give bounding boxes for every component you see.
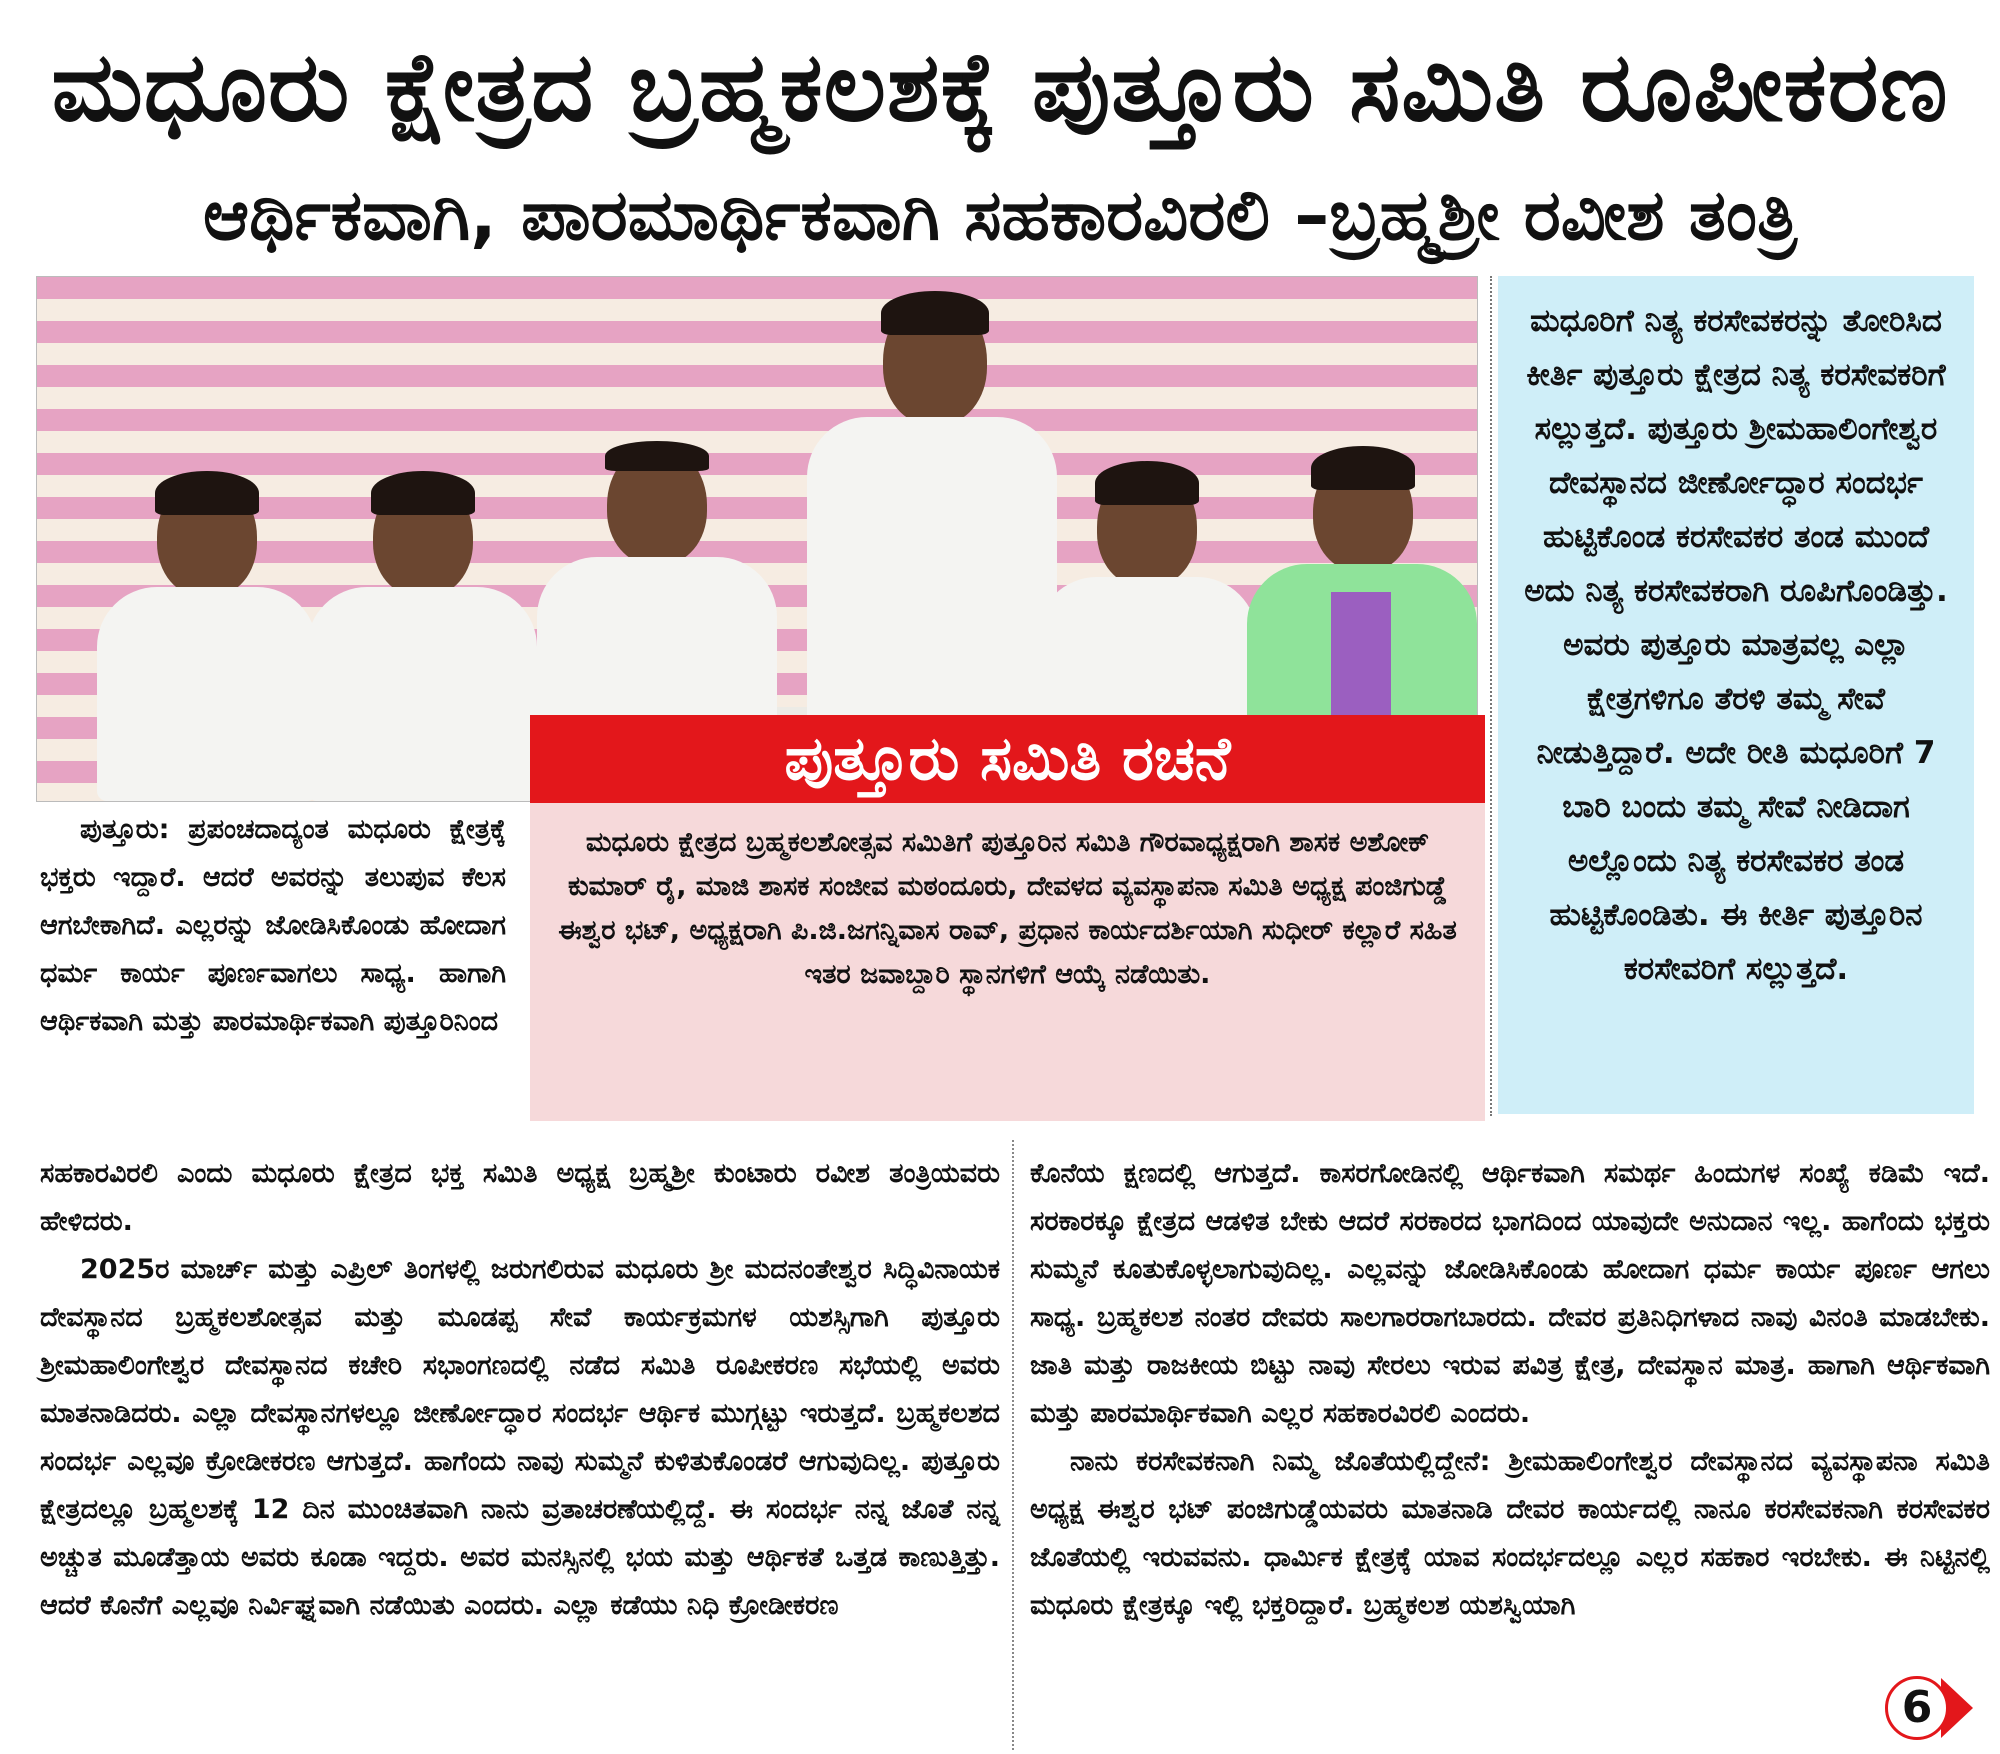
sidebar-box [1498,276,1974,1114]
article-paragraph: ಸಹಕಾರವಿರಲಿ ಎಂದು ಮಧೂರು ಕ್ಷೇತ್ರದ ಭಕ್ತ ಸಮಿತಿ ಅಧ್ಯಕ್ಷ ಬ್ರಹ್ಮಶ್ರೀ ಕುಂಟಾರು ರವೀಶ ತಂತ್ರಿಯವರು ಹೇಳಿದರು. [40,1158,1000,1237]
summary-text: ಮಧೂರು ಕ್ಷೇತ್ರದ ಬ್ರಹ್ಮಕಲಶೋತ್ಸವ ಸಮಿತಿಗೆ ಪುತ್ತೂರಿನ ಸಮಿತಿ ಗೌರವಾಧ್ಯಕ್ಷರಾಗಿ ಶಾಸಕ ಅಶೋಕ್ ಕುಮಾರ್ ರೈ, ಮಾಜಿ ಶಾಸಕ ಸಂಜೀವ ಮಠಂದೂರು, ದೇವಳದ ವ್ಯವಸ್ಥಾಪನಾ ಸಮಿತಿ ಅಧ್ಯಕ್ಷ ಪಂಜಿಗುಡ್ಡೆ ಈಶ್ವರ ಭಟ್, ಅಧ್ಯಕ್ಷರಾಗಿ ಪಿ.ಜಿ.ಜಗನ್ನಿವಾಸ ರಾವ್, ಪ್ರಧಾನ ಕಾರ್ಯದರ್ಶಿಯಾಗಿ ಸುಧೀರ್ ಕಲ್ಲಾರೆ ಸಹಿತ ಇತರ ಜವಾಬ್ದಾರಿ ಸ್ಥಾನಗಳಿಗೆ ಆಯ್ಕೆ ನಡೆಯಿತು. [558,827,1457,990]
article-column-1 [40,806,506,1146]
headline: ಮಧೂರು ಕ್ಷೇತ್ರದ ಬ್ರಹ್ಮಕಲಶಕ್ಕೆ ಪುತ್ತೂರು ಸಮಿತಿ ರೂಪೀಕರಣ [51,31,1949,143]
sidebar-text: ಮಧೂರಿಗೆ ನಿತ್ಯ ಕರಸೇವಕರನ್ನು ತೋರಿಸಿದ ಕೀರ್ತಿ ಪುತ್ತೂರು ಕ್ಷೇತ್ರದ ನಿತ್ಯ ಕರಸೇವಕರಿಗೆ ಸಲ್ಲುತ್ತದೆ. ಪುತ್ತೂರು ಶ್ರೀಮಹಾಲಿಂಗೇಶ್ವರ ದೇವಸ್ಥಾನದ ಜೀರ್ಣೋದ್ಧಾರ ಸಂದರ್ಭ ಹುಟ್ಟಿಕೊಂಡ ಕರಸೇವಕರ ತಂಡ ಮುಂದೆ ಅದು ನಿತ್ಯ ಕರಸೇವಕರಾಗಿ ರೂಪಿಗೊಂಡಿತ್ತು. ಅವರು ಪುತ್ತೂರು ಮಾತ್ರವಲ್ಲ ಎಲ್ಲಾ ಕ್ಷೇತ್ರಗಳಿಗೂ ತೆರಳಿ ತಮ್ಮ ಸೇವೆ ನೀಡುತ್ತಿದ್ದಾರೆ. ಅದೇ ರೀತಿ ಮಧೂರಿಗೆ 7 ಬಾರಿ ಬಂದು ತಮ್ಮ ಸೇವೆ ನೀಡಿದಾಗ ಅಲ್ಲೊಂದು ನಿತ್ಯ ಕರಸೇವಕರ ತಂಡ ಹುಟ್ಟಿಕೊಂಡಿತು. ಈ ಕೀರ್ತಿ ಪುತ್ತೂರಿನ ಕರಸೇವರಿಗೆ ಸಲ್ಲುತ್ತದೆ. [1524,303,1948,987]
subheadline: ಆರ್ಥಿಕವಾಗಿ, ಪಾರಮಾರ್ಥಿಕವಾಗಿ ಸಹಕಾರವಿರಲಿ –ಬ್ರಹ್ಮಶ್ರೀ ರವೀಶ ತಂತ್ರಿ [202,174,1797,256]
column-rule [1490,276,1493,1116]
article-paragraph: ಕೊನೆಯ ಕ್ಷಣದಲ್ಲಿ ಆಗುತ್ತದೆ. ಕಾಸರಗೋಡಿನಲ್ಲಿ ಆರ್ಥಿಕವಾಗಿ ಸಮರ್ಥ ಹಿಂದುಗಳ ಸಂಖ್ಯೆ ಕಡಿಮೆ ಇದೆ. ಸರಕಾರಕ್ಕೂ ಕ್ಷೇತ್ರದ ಆಡಳಿತ ಬೇಕು ಆದರೆ ಸರಕಾರದ ಭಾಗದಿಂದ ಯಾವುದೇ ಅನುದಾನ ಇಲ್ಲ. ಹಾಗೆಂದು ಭಕ್ತರು ಸುಮ್ಮನೆ ಕೂತುಕೊಳ್ಳಲಾಗುವುದಿಲ್ಲ. ಎಲ್ಲವನ್ನು ಜೋಡಿಸಿಕೊಂಡು ಹೋದಾಗ ಧರ್ಮ ಕಾರ್ಯ ಪೂರ್ಣ ಆಗಲು ಸಾಧ್ಯ. ಬ್ರಹ್ಮಕಲಶ ನಂತರ ದೇವರು ಸಾಲಗಾರರಾಗಬಾರದು. ದೇವರ ಪ್ರತಿನಿಧಿಗಳಾದ ನಾವು ವಿನಂತಿ ಮಾಡಬೇಕು. ಜಾತಿ ಮತ್ತು ರಾಜಕೀಯ ಬಿಟ್ಟು ನಾವು ಸೇರಲು ಇರುವ ಪವಿತ್ರ ಕ್ಷೇತ್ರ, ದೇವಸ್ಥಾನ ಮಾತ್ರ. ಹಾಗಾಗಿ ಆರ್ಥಿಕವಾಗಿ ಮತ್ತು ಪಾರಮಾರ್ಥಿಕವಾಗಿ ಎಲ್ಲರ ಸಹಕಾರವಿರಲಿ ಎಂದರು. [1030,1158,1990,1429]
article-paragraph: ಪುತ್ತೂರು: ಪ್ರಪಂಚದಾದ್ಯಂತ ಮಧೂರು ಕ್ಷೇತ್ರಕ್ಕೆ ಭಕ್ತರು ಇದ್ದಾರೆ. ಆದರೆ ಅವರನ್ನು ತಲುಪುವ ಕೆಲಸ ಆಗಬೇಕಾಗಿದೆ. ಎಲ್ಲರನ್ನು ಜೋಡಿಸಿಕೊಂಡು ಹೋದಾಗ ಧರ್ಮ ಕಾರ್ಯ ಪೂರ್ಣವಾಗಲು ಸಾಧ್ಯ. ಹಾಗಾಗಿ ಆರ್ಥಿಕವಾಗಿ ಮತ್ತು ಪಾರಮಾರ್ಥಿಕವಾಗಿ ಪುತ್ತೂರಿನಿಂದ [40,814,506,1037]
article-column-2 [40,1150,1000,1750]
article-column-3 [1030,1150,1990,1750]
photo-person-1 [97,477,317,801]
article-paragraph: ನಾನು ಕರಸೇವಕನಾಗಿ ನಿಮ್ಮ ಜೊತೆಯಲ್ಲಿದ್ದೇನೆ: ಶ್ರೀಮಹಾಲಿಂಗೇಶ್ವರ ದೇವಸ್ಥಾನದ ವ್ಯವಸ್ಥಾಪನಾ ಸಮಿತಿ ಅಧ್ಯಕ್ಷ ಈಶ್ವರ ಭಟ್ ಪಂಜಿಗುಡ್ಡೆಯವರು ಮಾತನಾಡಿ ದೇವರ ಕಾರ್ಯದಲ್ಲಿ ನಾನೂ ಕರಸೇವಕನಾಗಿ ಕರಸೇವಕರ ಜೊತೆಯಲ್ಲಿ ಇರುವವನು. ಧಾರ್ಮಿಕ ಕ್ಷೇತ್ರಕ್ಕೆ ಯಾವ ಸಂದರ್ಭದಲ್ಲೂ ಎಲ್ಲರ ಸಹಕಾರ ಇರಬೇಕು. ಈ ನಿಟ್ಟಿನಲ್ಲಿ ಮಧೂರು ಕ್ಷೇತ್ರಕ್ಕೂ ಇಲ್ಲಿ ಭಕ್ತರಿದ್ದಾರೆ. ಬ್ರಹ್ಮಕಲಶ ಯಶಸ್ವಿಯಾಗಿ [1030,1446,1990,1621]
page-number-tab [1885,1674,1975,1746]
article-paragraph: 2025ರ ಮಾರ್ಚ್ ಮತ್ತು ಎಪ್ರಿಲ್ ತಿಂಗಳಲ್ಲಿ ಜರುಗಲಿರುವ ಮಧೂರು ಶ್ರೀ ಮದನಂತೇಶ್ವರ ಸಿದ್ಧಿವಿನಾಯಕ ದೇವಸ್ಥಾನದ ಬ್ರಹ್ಮಕಲಶೋತ್ಸವ ಮತ್ತು ಮೂಡಪ್ಪ ಸೇವೆ ಕಾರ್ಯಕ್ರಮಗಳ ಯಶಸ್ಸಿಗಾಗಿ ಪುತ್ತೂರು ಶ್ರೀಮಹಾಲಿಂಗೇಶ್ವರ ದೇವಸ್ಥಾನದ ಕಚೇರಿ ಸಭಾಂಗಣದಲ್ಲಿ ನಡೆದ ಸಮಿತಿ ರೂಪೀಕರಣ ಸಭೆಯಲ್ಲಿ ಅವರು ಮಾತನಾಡಿದರು. ಎಲ್ಲಾ ದೇವಸ್ಥಾನಗಳಲ್ಲೂ ಜೀರ್ಣೋದ್ಧಾರ ಸಂದರ್ಭ ಆರ್ಥಿಕ ಮುಗ್ಗಟ್ಟು ಇರುತ್ತದೆ. ಬ್ರಹ್ಮಕಲಶದ ಸಂದರ್ಭ ಎಲ್ಲವೂ ಕ್ರೋಡೀಕರಣ ಆಗುತ್ತದೆ. ಹಾಗೆಂದು ನಾವು ಸುಮ್ಮನೆ ಕುಳಿತುಕೊಂಡರೆ ಆಗುವುದಿಲ್ಲ. ಪುತ್ತೂರು ಕ್ಷೇತ್ರದಲ್ಲೂ ಬ್ರಹ್ಮಲಶಕ್ಕೆ 12 ದಿನ ಮುಂಚಿತವಾಗಿ ನಾನು ವ್ರತಾಚರಣೆಯಲ್ಲಿದ್ದೆ. ಈ ಸಂದರ್ಭ ನನ್ನ ಜೊತೆ ನನ್ನ ಅಚ್ಚುತ ಮೂಡೆತ್ತಾಯ ಅವರು ಕೂಡಾ ಇದ್ದರು. ಅವರ ಮನಸ್ಸಿನಲ್ಲಿ ಭಯ ಮತ್ತು ಆರ್ಥಿಕತೆ ಒತ್ತಡ ಕಾಣುತ್ತಿತ್ತು. ಆದರೆ ಕೊನೆಗೆ ಎಲ್ಲವೂ ನಿರ್ವಿಘ್ನವಾಗಿ ನಡೆಯಿತು ಎಂದರು. ಎಲ್ಲಾ ಕಡೆಯು ನಿಧಿ ಕ್ರೋಡೀಕರಣ [40,1254,1000,1621]
page-number: 6 [1885,1676,1949,1740]
column-divider [1012,1140,1015,1750]
photo-caption: ಪುತ್ತೂರು ಸಮಿತಿ ರಚನೆ [530,715,1485,803]
photo-person-2 [307,477,537,801]
summary-box [530,803,1485,1121]
